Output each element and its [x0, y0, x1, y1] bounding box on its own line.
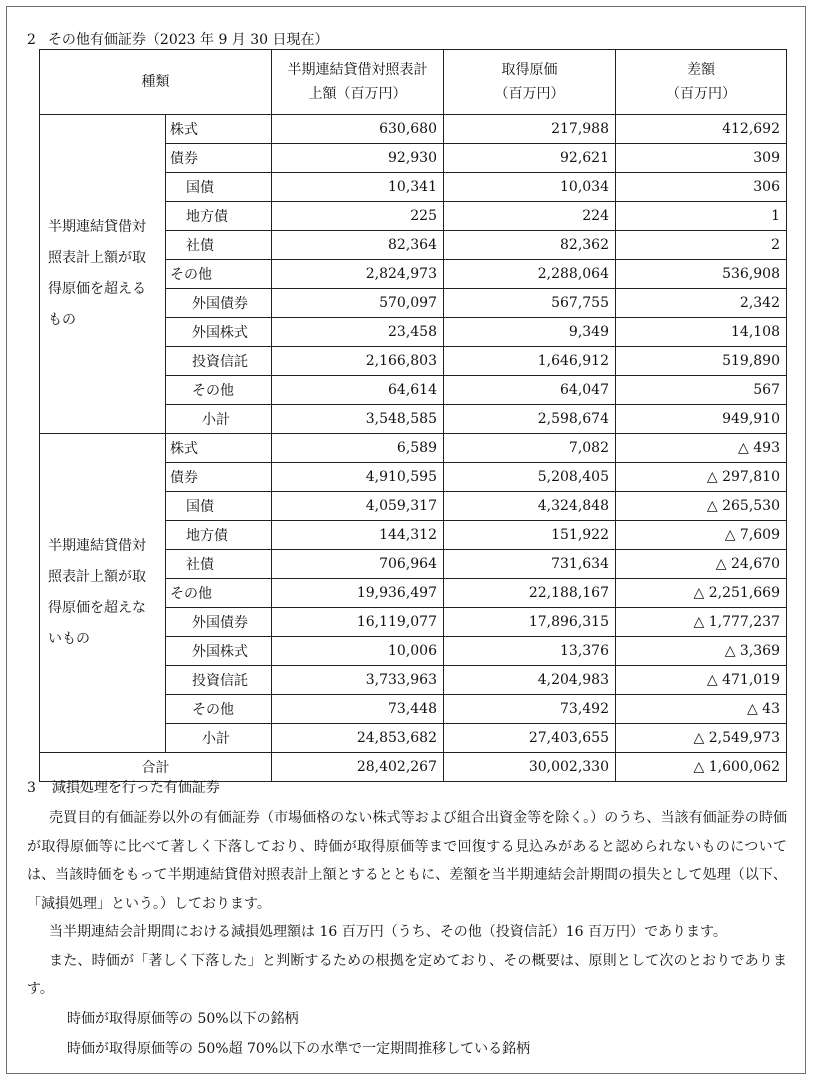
difference-cell: 567 [616, 376, 787, 405]
acquisition-cost-cell: 27,403,655 [444, 724, 616, 753]
bs-amount-cell: 3,733,963 [272, 666, 444, 695]
acquisition-cost-cell: 9,349 [444, 318, 616, 347]
acquisition-cost-cell: 13,376 [444, 637, 616, 666]
difference-cell: △ 2,549,973 [616, 724, 787, 753]
row-label: 地方債 [166, 202, 272, 231]
difference-cell: 519,890 [616, 347, 787, 376]
total-bs-amount: 28,402,267 [272, 753, 444, 782]
difference-cell: 412,692 [616, 115, 787, 144]
bs-amount-cell: 24,853,682 [272, 724, 444, 753]
acquisition-cost-cell: 64,047 [444, 376, 616, 405]
section-2-title: その他有価証券 [47, 32, 146, 48]
section-2-number: 2 [27, 32, 36, 48]
bs-amount-cell: 92,930 [272, 144, 444, 173]
row-label: 投資信託 [166, 347, 272, 376]
acquisition-cost-cell: 2,598,674 [444, 405, 616, 434]
acquisition-cost-cell: 224 [444, 202, 616, 231]
difference-cell: △ 2,251,669 [616, 579, 787, 608]
acquisition-cost-cell: 2,288,064 [444, 260, 616, 289]
section-3-heading [27, 777, 787, 797]
difference-cell: 949,910 [616, 405, 787, 434]
row-label: 社債 [166, 550, 272, 579]
bs-amount-cell: 2,166,803 [272, 347, 444, 376]
bs-amount-cell: 6,589 [272, 434, 444, 463]
acquisition-cost-cell: 1,646,912 [444, 347, 616, 376]
subtotal-label: 小計 [166, 724, 272, 753]
bs-amount-cell: 73,448 [272, 695, 444, 724]
criteria-item-1: 時価が取得原価等の 50%以下の銘柄 [67, 1010, 299, 1027]
acquisition-cost-cell: 7,082 [444, 434, 616, 463]
difference-cell: △ 471,019 [616, 666, 787, 695]
document-page [6, 6, 806, 1074]
impairment-paragraph-3: また、時価が「著しく下落した」と判断するための根拠を定めており、その概要は、原則として次のとおりであります。 [27, 952, 787, 997]
acquisition-cost-cell: 4,204,983 [444, 666, 616, 695]
acquisition-cost-cell: 92,621 [444, 144, 616, 173]
bs-amount-cell: 3,548,585 [272, 405, 444, 434]
row-label: 外国債券 [166, 289, 272, 318]
bs-amount-cell: 706,964 [272, 550, 444, 579]
subtotal-label: 小計 [166, 405, 272, 434]
difference-cell: △ 297,810 [616, 463, 787, 492]
acquisition-cost-cell: 10,034 [444, 173, 616, 202]
header-kind: 種類 [40, 50, 272, 115]
difference-cell: △ 24,670 [616, 550, 787, 579]
header-acquisition-cost: 取得原価 （百万円） [444, 50, 616, 115]
row-label: その他 [166, 695, 272, 724]
difference-cell: △ 1,777,237 [616, 608, 787, 637]
acquisition-cost-cell: 17,896,315 [444, 608, 616, 637]
difference-cell: 14,108 [616, 318, 787, 347]
bs-amount-cell: 19,936,497 [272, 579, 444, 608]
section-3-title: 減損処理を行った有価証券 [51, 780, 220, 796]
difference-cell: △ 3,369 [616, 637, 787, 666]
table-header-row [40, 50, 787, 115]
row-label: 国債 [166, 492, 272, 521]
row-label: その他 [166, 579, 272, 608]
bs-amount-cell: 225 [272, 202, 444, 231]
difference-cell: 2,342 [616, 289, 787, 318]
difference-cell: 2 [616, 231, 787, 260]
table-row [40, 434, 787, 463]
row-label: 債券 [166, 463, 272, 492]
bs-amount-cell: 144,312 [272, 521, 444, 550]
criteria-item-2: 時価が取得原価等の 50%超 70%以下の水準で一定期間推移している銘柄 [67, 1040, 531, 1057]
row-label: 債券 [166, 144, 272, 173]
acquisition-cost-cell: 151,922 [444, 521, 616, 550]
section-3-number: 3 [27, 780, 36, 796]
row-label: その他 [166, 260, 272, 289]
bs-amount-cell: 4,059,317 [272, 492, 444, 521]
row-label: その他 [166, 376, 272, 405]
row-label: 地方債 [166, 521, 272, 550]
difference-cell: 306 [616, 173, 787, 202]
section-2-heading [27, 29, 329, 49]
difference-cell: 536,908 [616, 260, 787, 289]
row-label: 投資信託 [166, 666, 272, 695]
bs-amount-cell: 570,097 [272, 289, 444, 318]
bs-amount-cell: 64,614 [272, 376, 444, 405]
bs-amount-cell: 2,824,973 [272, 260, 444, 289]
securities-table [39, 49, 787, 782]
difference-cell: △ 493 [616, 434, 787, 463]
bs-amount-cell: 23,458 [272, 318, 444, 347]
bs-amount-cell: 10,006 [272, 637, 444, 666]
bs-amount-cell: 630,680 [272, 115, 444, 144]
acquisition-cost-cell: 22,188,167 [444, 579, 616, 608]
difference-cell: △ 265,530 [616, 492, 787, 521]
acquisition-cost-cell: 731,634 [444, 550, 616, 579]
header-difference: 差額 （百万円） [616, 50, 787, 115]
row-label: 株式 [166, 115, 272, 144]
row-label: 外国株式 [166, 318, 272, 347]
acquisition-cost-cell: 73,492 [444, 695, 616, 724]
section-2-date: （2023 年 9 月 30 日現在） [145, 32, 329, 48]
row-label: 株式 [166, 434, 272, 463]
category-cell: 半期連結貸借対照表計上額が取得原価を超えないもの [40, 434, 166, 753]
impairment-paragraph-1: 売買目的有価証券以外の有価証券（市場価格のない株式等および組合出資金等を除く。）のうち、当該有価証券の時価が取得原価等に比べて著しく下落しており、時価が取得原価等まで回復する見込みがあると認められないものについては、当該時価をもって半期連結貸借対照表計上額とするとともに、差額を当半期連結会計期間の損失として処理（以下、「減損処理」という。）しております。 [27, 810, 787, 912]
difference-cell: △ 7,609 [616, 521, 787, 550]
impairment-paragraph-2: 当半期連結会計期間における減損処理額は 16 百万円（うち、その他（投資信託）16 百万円）であります。 [49, 924, 727, 940]
bs-amount-cell: 16,119,077 [272, 608, 444, 637]
acquisition-cost-cell: 567,755 [444, 289, 616, 318]
bs-amount-cell: 82,364 [272, 231, 444, 260]
bs-amount-cell: 4,910,595 [272, 463, 444, 492]
total-acquisition-cost: 30,002,330 [444, 753, 616, 782]
row-label: 社債 [166, 231, 272, 260]
acquisition-cost-cell: 5,208,405 [444, 463, 616, 492]
acquisition-cost-cell: 217,988 [444, 115, 616, 144]
category-cell: 半期連結貸借対照表計上額が取得原価を超えるもの [40, 115, 166, 434]
acquisition-cost-cell: 82,362 [444, 231, 616, 260]
difference-cell: 309 [616, 144, 787, 173]
header-bs-amount: 半期連結貸借対照表計 上額（百万円） [272, 50, 444, 115]
row-label: 国債 [166, 173, 272, 202]
section-3 [27, 777, 787, 1064]
row-label: 外国債券 [166, 608, 272, 637]
total-difference: △ 1,600,062 [616, 753, 787, 782]
total-label: 合計 [40, 753, 272, 782]
difference-cell: 1 [616, 202, 787, 231]
row-label: 外国株式 [166, 637, 272, 666]
table-row [40, 115, 787, 144]
acquisition-cost-cell: 4,324,848 [444, 492, 616, 521]
bs-amount-cell: 10,341 [272, 173, 444, 202]
difference-cell: △ 43 [616, 695, 787, 724]
